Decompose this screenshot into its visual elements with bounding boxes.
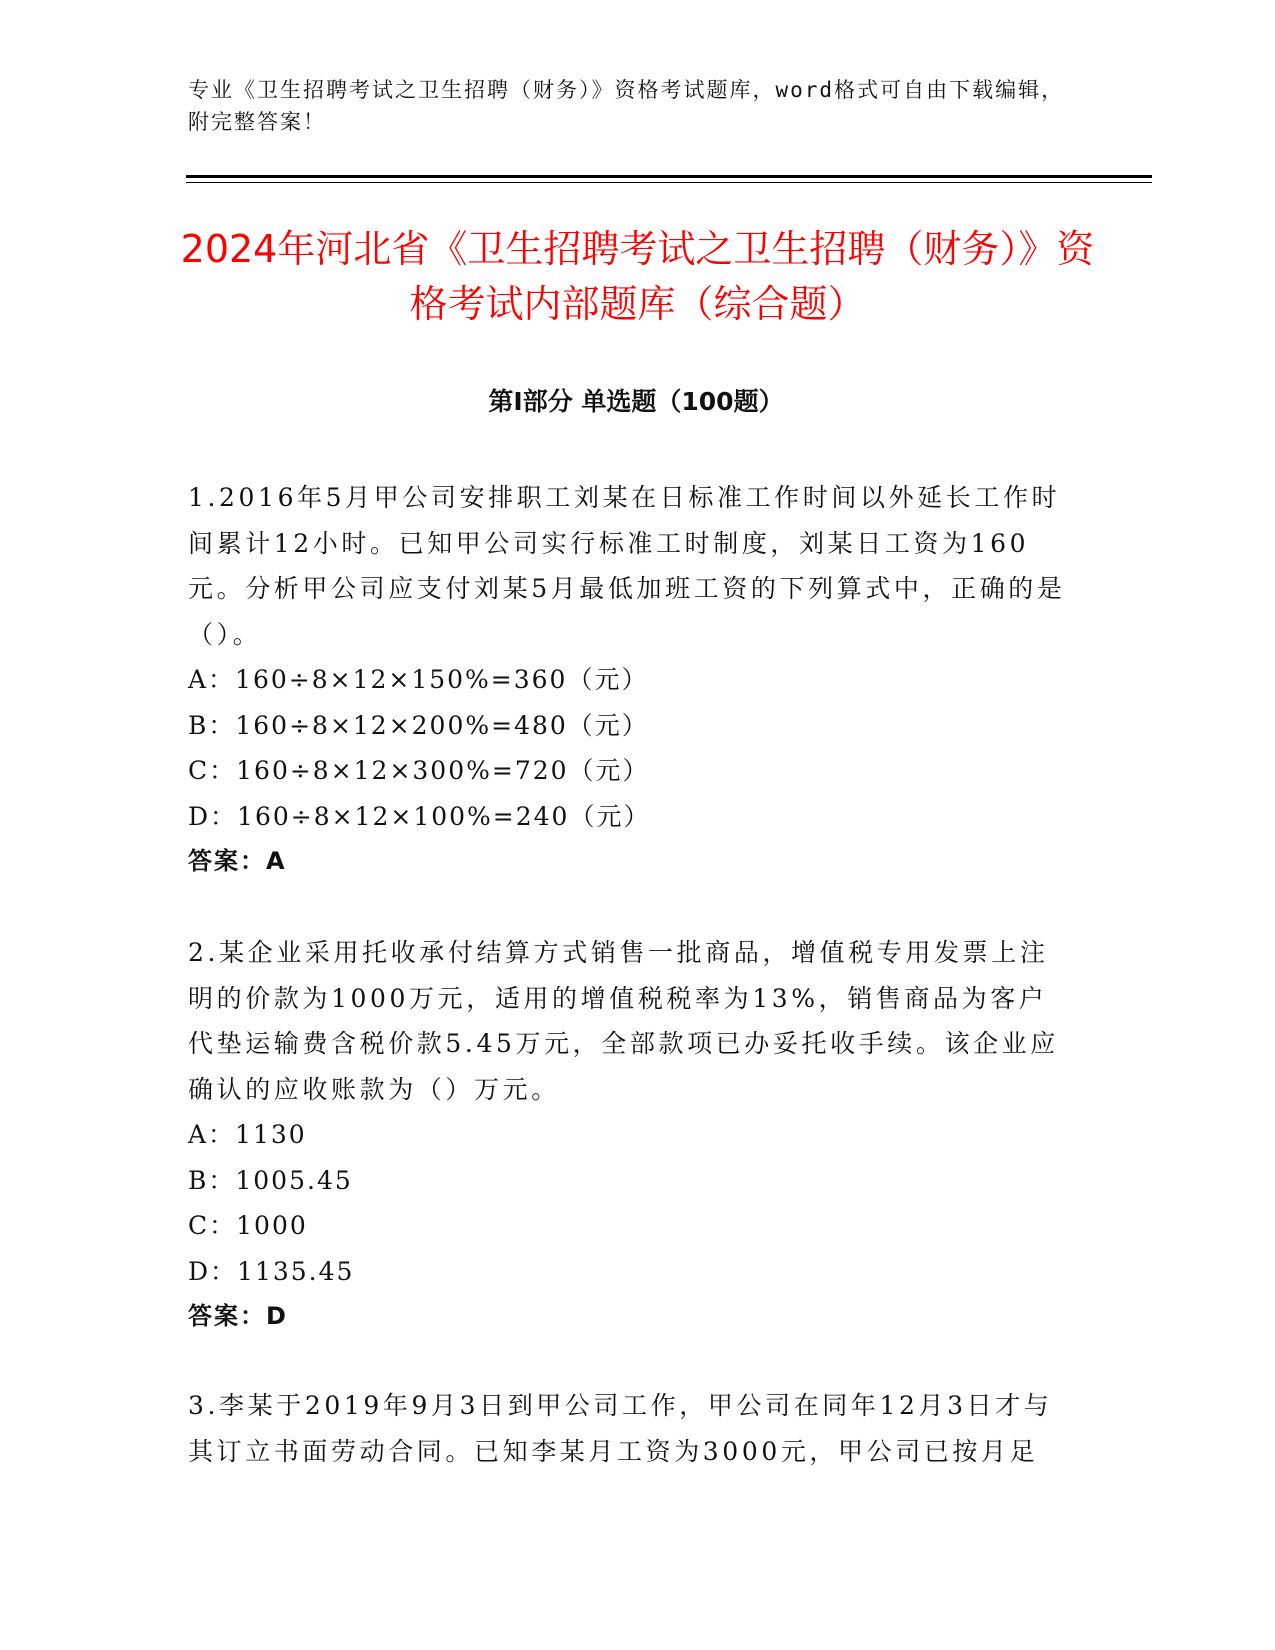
- option-a: A：1130: [188, 1120, 307, 1149]
- option-c: C：1000: [188, 1211, 308, 1240]
- section-title: 第I部分 单选题（100题）: [488, 387, 784, 416]
- option-d: D：1135.45: [188, 1256, 355, 1286]
- option-a: A：160÷8×12×150%=360（元）: [188, 665, 649, 694]
- header-divider-thick: [186, 175, 1152, 178]
- option-b: B：160÷8×12×200%=480（元）: [188, 710, 649, 740]
- header-divider-thin: [186, 182, 1152, 183]
- answer: 答案：A: [188, 847, 287, 875]
- question-2: [188, 930, 1068, 1340]
- option-c: C：160÷8×12×300%=720（元）: [188, 756, 650, 785]
- header-note: 专业《卫生招聘考试之卫生招聘（财务）》资格考试题库，word格式可自由下载编辑，附完整答案！: [188, 78, 1065, 134]
- answer: 答案：D: [188, 1302, 288, 1330]
- document-title: 2024年河北省《卫生招聘考试之卫生招聘（财务）》资格考试内部题库（综合题）: [180, 227, 1095, 326]
- question-3: [188, 1383, 1068, 1474]
- option-d: D：160÷8×12×100%=240（元）: [188, 801, 651, 831]
- question-stem: 3.李某于2019年9月3日到甲公司工作，甲公司在同年12月3日才与其订立书面劳动合同。已知李某月工资为3000元，甲公司已按月足: [188, 1391, 1053, 1466]
- question-1: [188, 475, 1068, 885]
- option-b: B：1005.45: [188, 1165, 353, 1195]
- question-stem: 2.某企业采用托收承付结算方式销售一批商品，增值税专用发票上注明的价款为1000万元，适用的增值税税率为13%，销售商品为客户代垫运输费含税价款5.45万元，全部款项已办妥托收手续。该企业应确认的应收账款为（）万元。: [188, 938, 1059, 1104]
- question-stem: 1.2016年5月甲公司安排职工刘某在日标准工作时间以外延长工作时间累计12小时。已知甲公司实行标准工时制度，刘某日工资为160元。分析甲公司应支付刘某5月最低加班工资的下列算式中，正确的是（）。: [188, 483, 1066, 649]
